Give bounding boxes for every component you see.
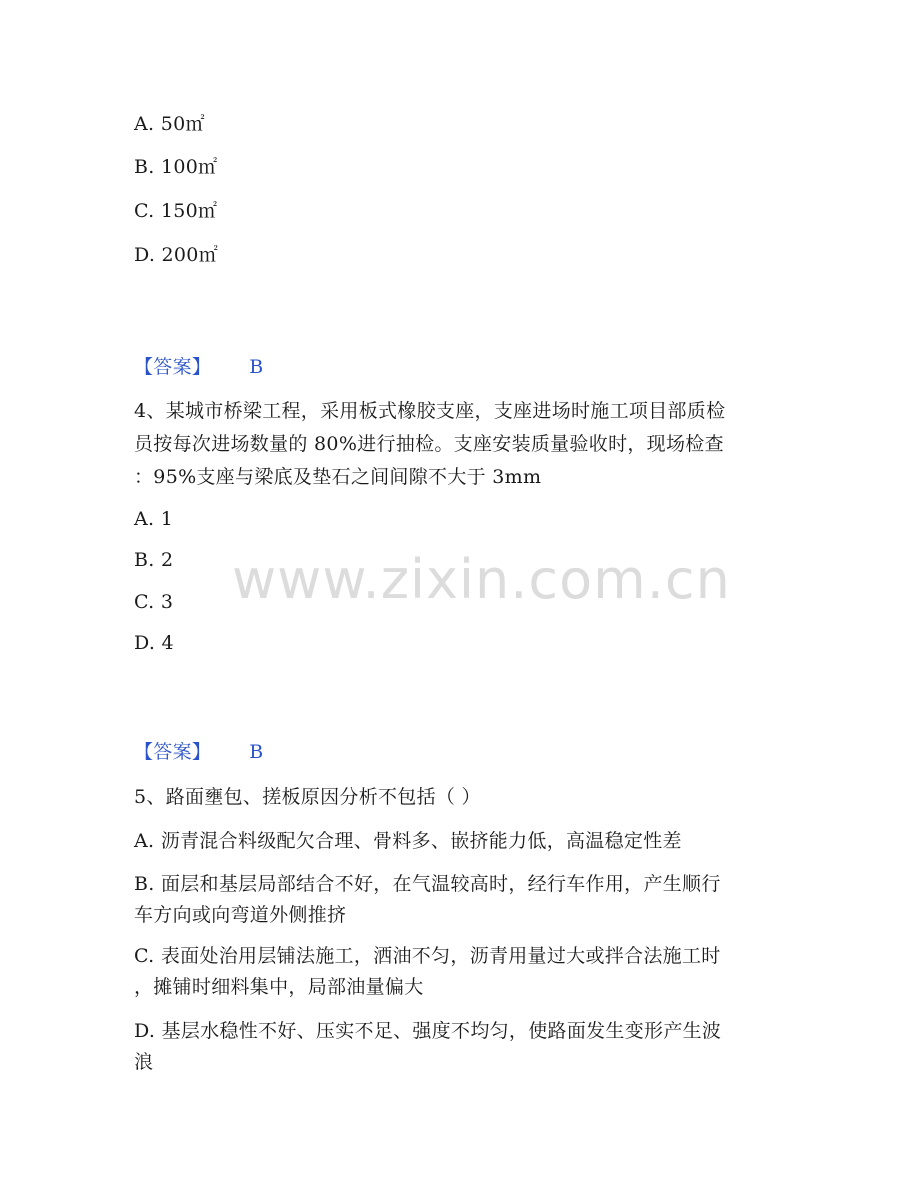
answer-label: 【答案】	[134, 741, 212, 763]
q5-option-d-line-2: 浪	[134, 1051, 154, 1073]
watermark: www.zixin.com.cn	[232, 548, 731, 611]
q3-option-d: D. 200㎡	[134, 244, 219, 266]
q5-option-c-line-1: C. 表面处治用层铺法施工，洒油不匀，沥青用量过大或拌合法施工时	[134, 945, 721, 967]
q4-stem-line-1: 4、某城市桥梁工程，采用板式橡胶支座，支座进场时施工项目部质检	[134, 400, 726, 422]
q4-stem-line-2: 员按每次进场数量的 80%进行抽检。支座安装质量验收时，现场检查	[134, 433, 724, 455]
q4-option-c: C. 3	[134, 591, 174, 613]
q4-option-d: D. 4	[134, 632, 174, 654]
q5-option-b-line-1: B. 面层和基层局部结合不好，在气温较高时，经行车作用，产生顺行	[134, 873, 721, 895]
q3-answer	[134, 355, 263, 379]
q5-option-a: A. 沥青混合料级配欠合理、骨料多、嵌挤能力低，高温稳定性差	[134, 830, 682, 852]
q5-option-b-line-2: 车方向或向弯道外侧推挤	[134, 904, 347, 926]
q4-stem-line-3: ：95%支座与梁底及垫石之间间隙不大于 3mm	[134, 466, 542, 488]
answer-label: 【答案】	[134, 356, 212, 378]
q5-option-d-line-1: D. 基层水稳性不好、压实不足、强度不均匀，使路面发生变形产生波	[134, 1020, 722, 1042]
answer-value: B	[249, 741, 264, 763]
q3-option-b: B. 100㎡	[134, 156, 218, 178]
q5-option-c-line-2: ，摊铺时细料集中，局部油量偏大	[134, 976, 424, 998]
q3-option-a: A. 50㎡	[134, 113, 205, 135]
q4-option-b: B. 2	[134, 549, 174, 571]
q4-option-a: A. 1	[134, 508, 174, 530]
q4-answer	[134, 740, 263, 764]
q5-stem: 5、路面壅包、搓板原因分析不包括（ ）	[134, 786, 481, 808]
q3-option-c: C. 150㎡	[134, 200, 218, 222]
answer-value: B	[249, 356, 264, 378]
